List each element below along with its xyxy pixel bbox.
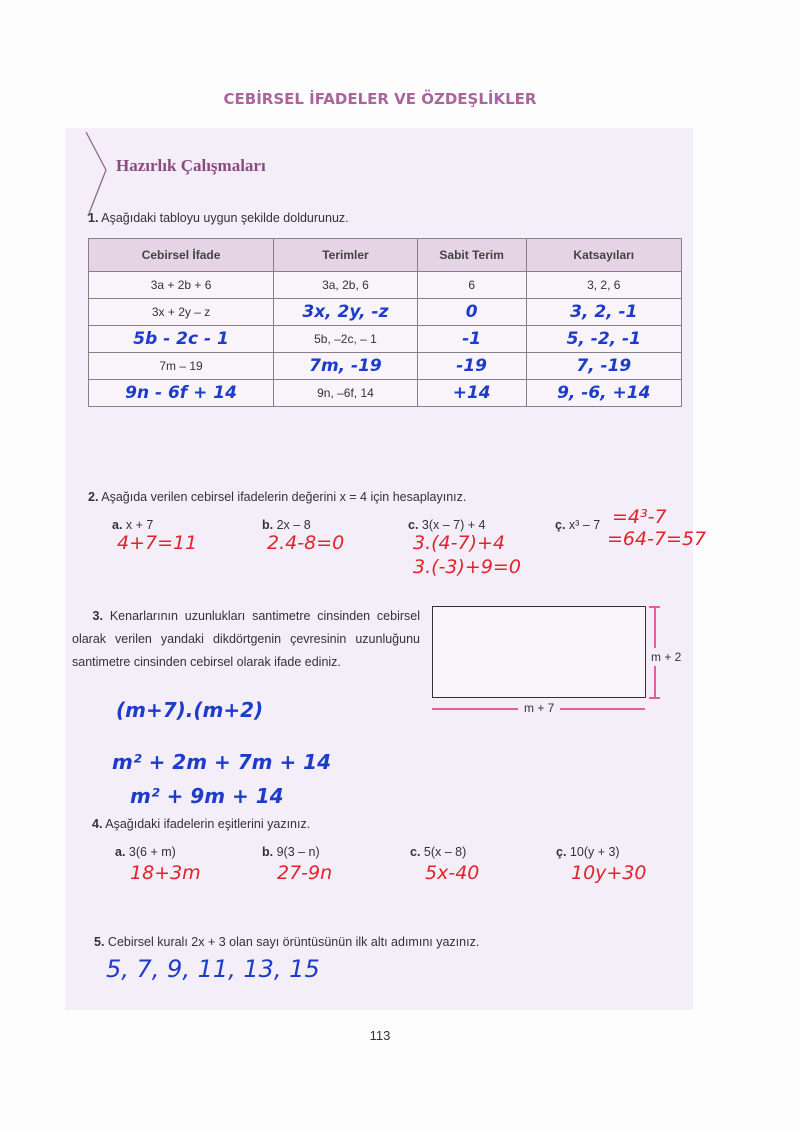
q2-item: c. 3(x – 7) + 4 (408, 518, 486, 532)
q4-answer: 10y+30 (571, 862, 647, 884)
column-header: Cebirsel İfade (89, 239, 274, 272)
table-cell: 3a + 2b + 6 (89, 272, 274, 299)
q2-item: a. x + 7 (112, 518, 154, 532)
table-row (89, 272, 682, 299)
q4-item: b. 9(3 – n) (262, 845, 320, 859)
table-cell: 0 (417, 299, 526, 326)
table-cell: 5, -2, -1 (526, 326, 681, 353)
table-cell: +14 (417, 380, 526, 407)
q2-answer: =4³-7 (612, 506, 667, 528)
table-cell: 9n - 6f + 14 (89, 380, 274, 407)
table-cell: 5b - 2c - 1 (89, 326, 274, 353)
table-cell: 9n, –6f, 14 (274, 380, 418, 407)
q3-answer-line3: m² + 9m + 14 (130, 784, 284, 808)
table-cell: 7m – 19 (89, 353, 274, 380)
q2-item: b. 2x – 8 (262, 518, 311, 532)
table-cell: 3x + 2y – z (89, 299, 274, 326)
height-label: m + 2 (651, 650, 682, 664)
q2-answer: 3.(4-7)+4 (413, 532, 505, 554)
page-number: 113 (369, 1028, 391, 1043)
question-3: 3. Kenarlarının uzunlukları santimetre cinsinden cebirsel olarak verilen yandaki dikdörtgenin çevresinin uzunluğunu santimetre cinsinden cebirsel olarak ifade ediniz. (72, 609, 421, 669)
table-cell: 6 (417, 272, 526, 299)
question-1: 1. Aşağıdaki tabloyu uygun şekilde doldurunuz. (88, 211, 349, 225)
q4-answer: 18+3m (130, 862, 201, 884)
table-cell: 3x, 2y, -z (274, 299, 418, 326)
q4-item: c. 5(x – 8) (410, 845, 467, 859)
q4-answer: 27-9n (277, 862, 333, 884)
chevron-decoration-icon (70, 130, 110, 220)
table-cell: 3a, 2b, 6 (274, 272, 418, 299)
q3-answer-line2: m² + 2m + 7m + 14 (112, 750, 331, 774)
column-header: Katsayıları (526, 239, 681, 272)
table-cell: 7m, -19 (274, 353, 418, 380)
q4-item: ç. 10(y + 3) (556, 845, 620, 859)
table-cell: 7, -19 (526, 353, 681, 380)
algebra-table (88, 238, 682, 407)
table-row (89, 380, 682, 407)
table-row (89, 326, 682, 353)
question-5: 5. Cebirsel kuralı 2x + 3 olan sayı örüntüsünün ilk altı adımını yazınız. (94, 935, 480, 949)
q2-answer: 4+7=11 (117, 532, 198, 554)
rectangle-figure (432, 606, 646, 698)
table-cell: -19 (417, 353, 526, 380)
q2-answer: 3.(-3)+9=0 (413, 556, 521, 578)
table-cell: 5b, –2c, – 1 (274, 326, 418, 353)
page-title: CEBİRSEL İFADELER VE ÖZDEŞLİKLER (223, 90, 537, 108)
q4-answer: 5x-40 (425, 862, 480, 884)
question-4: 4. Aşağıdaki ifadelerin eşitlerini yazınız. (92, 817, 311, 831)
q3-answer-line1: (m+7).(m+2) (116, 698, 264, 722)
table-row (89, 299, 682, 326)
table-cell: -1 (417, 326, 526, 353)
width-label: m + 7 (518, 701, 560, 715)
table-cell: 9, -6, +14 (526, 380, 681, 407)
q2-answer: 2.4-8=0 (267, 532, 345, 554)
table-row (89, 353, 682, 380)
table-cell: 3, 2, 6 (526, 272, 681, 299)
q4-item: a. 3(6 + m) (115, 845, 176, 859)
q5-answer: 5, 7, 9, 11, 13, 15 (106, 955, 320, 983)
question-2: 2. Aşağıda verilen cebirsel ifadelerin değerini x = 4 için hesaplayınız. (88, 490, 467, 504)
q2-answer: =64-7=57 (607, 528, 707, 550)
column-header: Terimler (274, 239, 418, 272)
section-heading: Hazırlık Çalışmaları (116, 156, 266, 175)
q2-item: ç. x³ – 7 (555, 518, 601, 532)
table-cell: 3, 2, -1 (526, 299, 681, 326)
column-header: Sabit Terim (417, 239, 526, 272)
